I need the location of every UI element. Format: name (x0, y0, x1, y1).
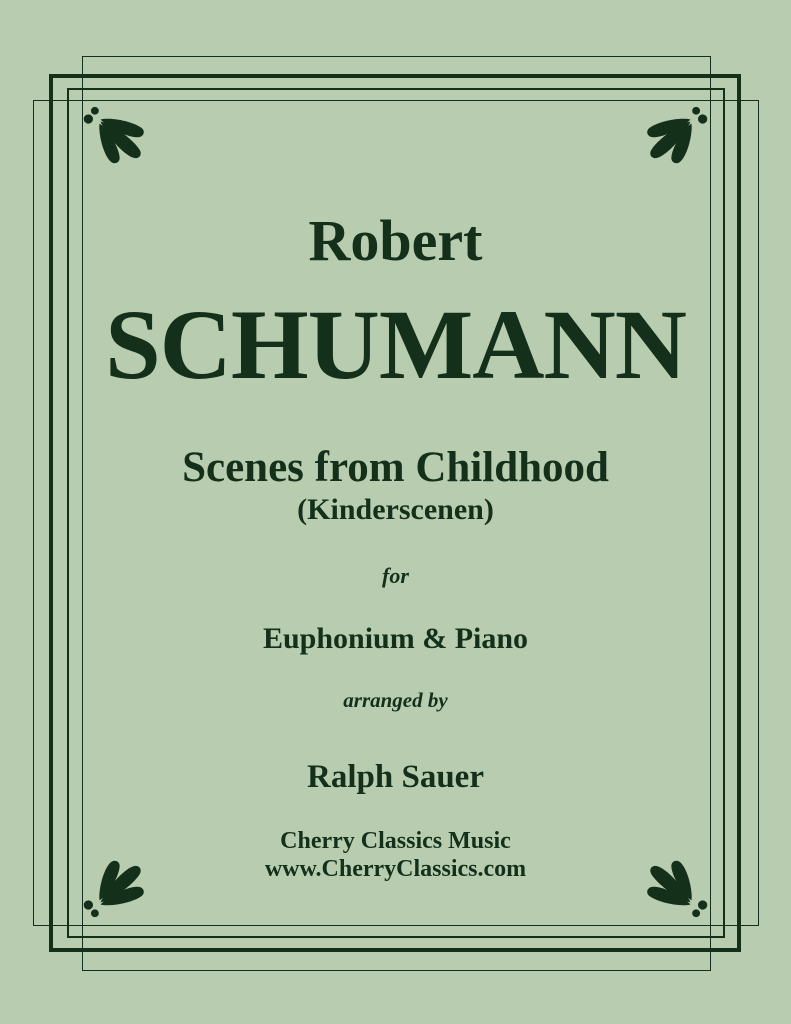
composer-last-name: SCHUMANN (105, 289, 686, 400)
arranged-by-label: arranged by (343, 688, 448, 712)
work-title: Scenes from Childhood (182, 444, 609, 491)
for-label: for (382, 563, 409, 588)
composer-first-name: Robert (308, 208, 483, 273)
work-subtitle: (Kinderscenen) (297, 493, 494, 526)
corner-ornament-top-left-icon (83, 104, 147, 166)
publisher-name: Cherry Classics Music (280, 828, 511, 854)
instrumentation: Euphonium & Piano (262, 622, 529, 655)
arranger-name: Ralph Sauer (307, 759, 484, 795)
corner-ornament-top-right-icon (644, 104, 708, 166)
publisher-website: www.CherryClassics.com (264, 856, 527, 882)
